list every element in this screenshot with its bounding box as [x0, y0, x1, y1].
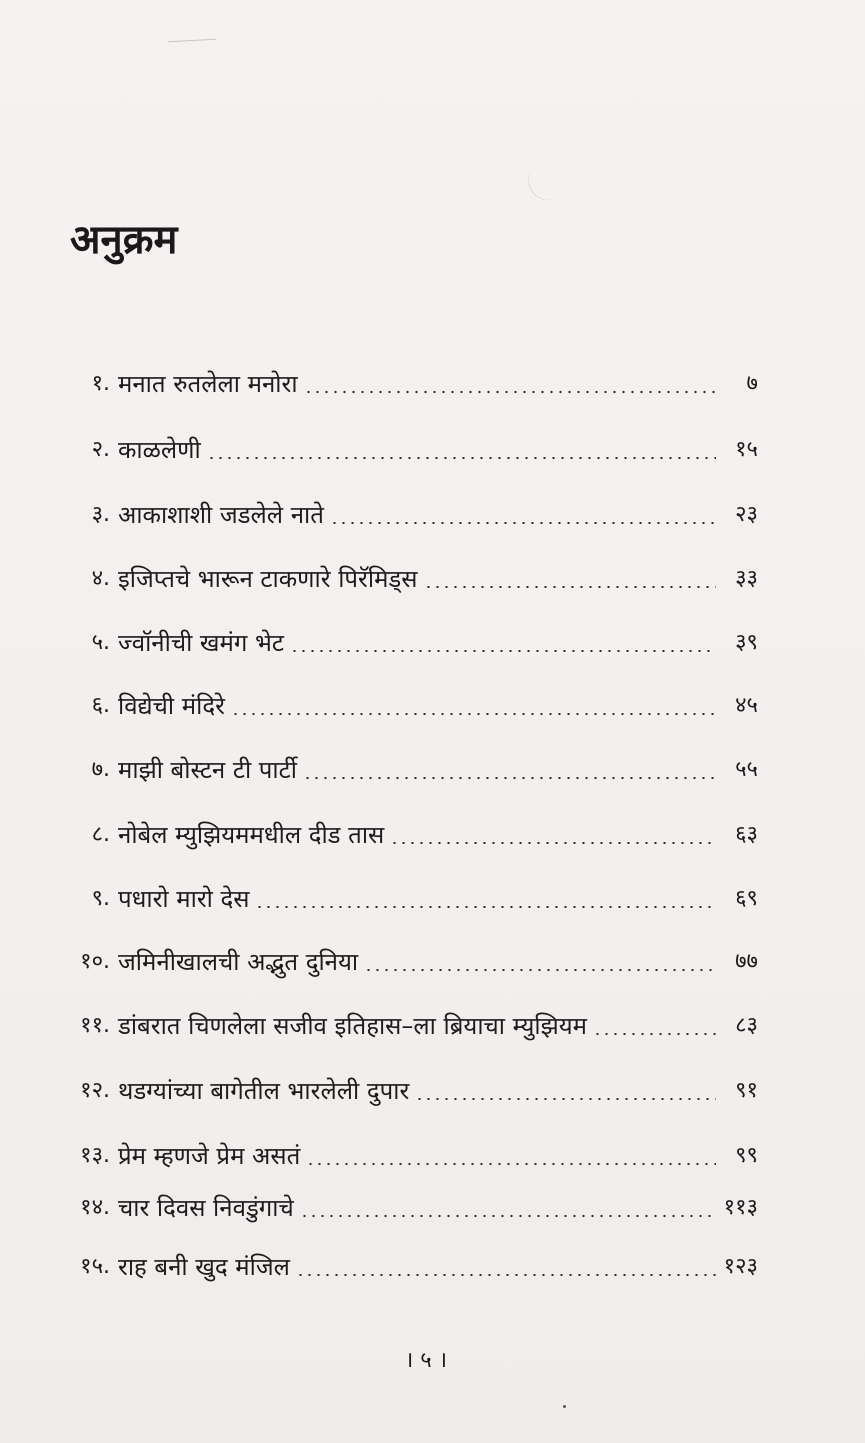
entry-title: चार दिवस निवडुंगाचे — [118, 1194, 294, 1222]
dot-leader — [255, 879, 722, 919]
entry-number: १०. — [80, 949, 110, 974]
dot-leader — [303, 750, 722, 790]
entry-title: थडग्यांच्या बागेतील भारलेली दुपार — [118, 1077, 410, 1105]
page-number: । ५ । — [404, 1348, 448, 1373]
entry-page: १५ — [735, 437, 758, 462]
entry-page: १२३ — [723, 1254, 758, 1279]
dot-leader — [290, 623, 722, 663]
entry-title: नोबेल म्युझियममधील दीड तास — [118, 821, 385, 849]
entry-title: प्रेम म्हणजे प्रेम असतं — [118, 1142, 301, 1170]
dot-leader — [300, 1188, 722, 1228]
entry-page: ३३ — [735, 566, 758, 591]
dot-leader — [330, 495, 722, 535]
entry-title: आकाशाशी जडलेले नाते — [118, 501, 324, 529]
toc-entry — [58, 942, 758, 982]
entry-number: ९. — [91, 886, 110, 911]
entry-page: ११३ — [723, 1195, 758, 1220]
dot-leader — [304, 364, 722, 404]
entry-title: डांबरात चिणलेला सजीव इतिहास–ला ब्रियाचा म्युझियम — [118, 1012, 587, 1040]
scan-mark — [168, 39, 216, 43]
dot-leader — [207, 430, 722, 470]
entry-title: राह बनी खुद मंजिल — [118, 1253, 290, 1281]
entry-page: ९९ — [735, 1143, 758, 1168]
dot-leader — [364, 942, 722, 982]
dot-leader — [593, 1006, 722, 1046]
toc-entry — [58, 879, 758, 919]
entry-page: ४५ — [735, 693, 758, 718]
entry-title: मनात रुतलेला मनोरा — [118, 370, 298, 398]
entry-number: ७. — [91, 757, 110, 782]
entry-number: ४. — [91, 566, 110, 591]
entry-title: ज्वॉनीची खमंग भेट — [118, 629, 285, 657]
dot-leader — [415, 1071, 722, 1111]
toc-entry — [58, 815, 758, 855]
toc-entry — [58, 1071, 758, 1111]
entry-number: ५. — [91, 630, 110, 655]
dot-leader — [296, 1247, 722, 1287]
entry-title: पधारो मारो देस — [118, 885, 250, 913]
entry-page: २३ — [735, 502, 758, 527]
entry-title: इजिप्तचे भारून टाकणारे पिरॅमिड्स — [118, 565, 418, 593]
entry-number: १४. — [80, 1195, 110, 1220]
toc-entry — [58, 364, 758, 404]
toc-entry — [58, 1006, 758, 1046]
dot-leader — [231, 686, 722, 726]
entry-title: विद्येची मंदिरे — [118, 692, 225, 720]
dot-leader — [390, 815, 722, 855]
entry-number: १३. — [80, 1143, 110, 1168]
entry-page: ८३ — [735, 1013, 758, 1038]
scan-mark-curve — [520, 152, 577, 208]
entry-title: जमिनीखालची अद्भुत दुनिया — [118, 948, 359, 976]
entry-title: माझी बोस्टन टी पार्टी — [118, 756, 297, 784]
page-title: अनुक्रम — [70, 217, 178, 263]
entry-number: १. — [91, 371, 110, 396]
entry-page: ३९ — [735, 630, 758, 655]
entry-page: ७ — [746, 371, 758, 396]
entry-page: ७७ — [735, 949, 758, 974]
entry-title: काळलेणी — [118, 436, 201, 464]
entry-number: १२. — [80, 1078, 110, 1103]
toc-entry — [58, 1247, 758, 1287]
entry-number: ११. — [80, 1013, 110, 1038]
toc-entry — [58, 495, 758, 535]
scan-speck — [563, 1405, 566, 1408]
entry-page: ६३ — [735, 822, 758, 847]
toc-entry — [58, 559, 758, 599]
dot-leader — [306, 1136, 722, 1176]
toc-entry — [58, 686, 758, 726]
toc-entry — [58, 1188, 758, 1228]
entry-number: ६. — [91, 693, 110, 718]
dot-leader — [424, 559, 723, 599]
entry-number: ८. — [91, 822, 110, 847]
toc-entry — [58, 430, 758, 470]
entry-page: ९१ — [735, 1078, 758, 1103]
toc-entry — [58, 750, 758, 790]
entry-page: ६९ — [735, 886, 758, 911]
entry-page: ५५ — [735, 757, 758, 782]
toc-entry — [58, 1136, 758, 1176]
entry-number: ३. — [91, 502, 110, 527]
entry-number: २. — [91, 437, 110, 462]
entry-number: १५. — [80, 1254, 110, 1279]
toc-entry — [58, 623, 758, 663]
